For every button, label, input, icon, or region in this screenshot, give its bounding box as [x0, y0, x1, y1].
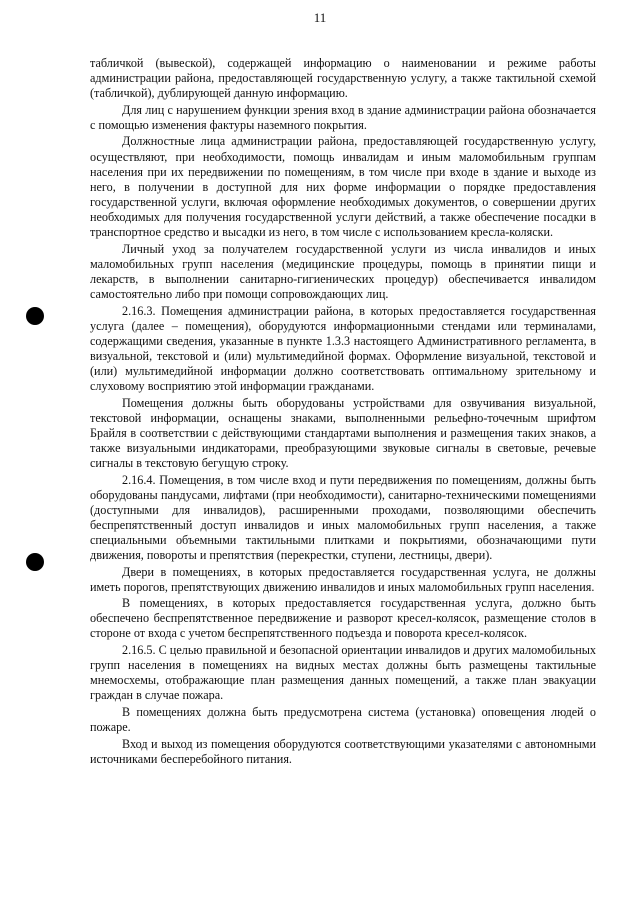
paragraph-2-16-5: 2.16.5. С целью правильной и безопасной ориентации инвалидов и других маломобильных групп населения в помещениях на видных местах должны быть размещены тактильные мнемосхемы, отображающие план размещения данных помещений, а также план эвакуации граждан в случае пожара. [90, 643, 596, 703]
paragraph-2-16-4: 2.16.4. Помещения, в том числе вход и пути передвижения по помещениям, должны быть оборудованы пандусами, лифтами (при необходимости), санитарно-техническими помещениями (доступными для инвалидов), расширенными проходами, позволяющими обеспечить беспрепятственный доступ инвалидов и иных маломобильных групп населения, а также специальными объемными тактильными плитками и покрытиями, обозначающими пути движения, повороты и препятствия (перекрестки, ступени, лестницы, двери). [90, 472, 596, 562]
paragraph-officials-assistance: Должностные лица администрации района, предоставляющей государственную услугу, осуществляют, при необходимости, помощь инвалидам и иным маломобильным группам населения при их передвижении по помещениям, в том числе при входе в здание и выходе из него, в получении в доступной для них форме информации о порядке предоставления государственной услуги, включая оформление необходимых документов, о совершении других необходимых для получения государственной услуги действий, а также обеспечение посадки в транспортное средство и высадки из него, в том числе с использованием кресла-коляски. [90, 134, 596, 240]
paragraph-exit-signs: Вход и выход из помещения оборудуются соответствующими указателями с автономными источниками бесперебойного питания. [90, 736, 596, 766]
page-number: 11 [313, 10, 327, 25]
paragraph-equipment: Помещения должны быть оборудованы устройствами для озвучивания визуальной, текстовой информации, оснащены знаками, выполненными рельефно-точечным шрифтом Брайля в соответствии с действующими стандартами выполнения и размещения таких знаков, а также визуальными индикаторами, преобразующими звуковые сигналы в световые, речевые сигналы в текстовую бегущую строку. [90, 395, 596, 470]
paragraph-2-16-3: 2.16.3. Помещения администрации района, в которых предоставляется государственная услуга (далее – помещения), оборудуются информационными стендами или терминалами, содержащими сведения, указанные в пункте 1.3.3 настоящего Административного регламента, в визуальной, текстовой и (или) мультимедийной формах. Оформление визуальной, текстовой и (или) мультимедийной информации должно соответствовать оптимальному зрительному и слуховому восприятию этой информации гражданами. [90, 303, 596, 393]
paragraph-fire-alarm: В помещениях должна быть предусмотрена система (установка) оповещения людей о пожаре. [90, 704, 596, 735]
binder-hole-bottom [26, 553, 44, 571]
paragraph-vision-entrance: Для лиц с нарушением функции зрения вход в здание администрации района обозначается с помощью изменения фактуры наземного покрытия. [90, 102, 596, 132]
binder-hole-top [26, 307, 44, 325]
paragraph-doors: Двери в помещениях, в которых предоставляется государственная услуга, не должны иметь порогов, препятствующих движению инвалидов и иных маломобильных групп населения. [90, 564, 596, 594]
paragraph-personal-care: Личный уход за получателем государственной услуги из числа инвалидов и иных маломобильных групп населения (медицинские процедуры, помощь в принятии пищи и лекарств, в выполнении санитарно-гигиенических процедур) обеспечивается инвалидом самостоятельно либо при помощи сопровождающих лиц. [90, 241, 596, 301]
document-body [90, 56, 596, 768]
paragraph-wheelchairs: В помещениях, в которых предоставляется государственная услуга, должно быть обеспечено беспрепятственное передвижение и разворот кресел-колясок, размещение столов в стороне от входа с учетом беспрепятственного подъезда и поворота кресел-колясок. [90, 596, 596, 641]
paragraph-continuation: табличкой (вывеской), содержащей информацию о наименовании и режиме работы администрации района, предоставляющей государственную услугу, а также тактильной схемой (табличкой), дублирующей данную информацию. [90, 56, 596, 101]
